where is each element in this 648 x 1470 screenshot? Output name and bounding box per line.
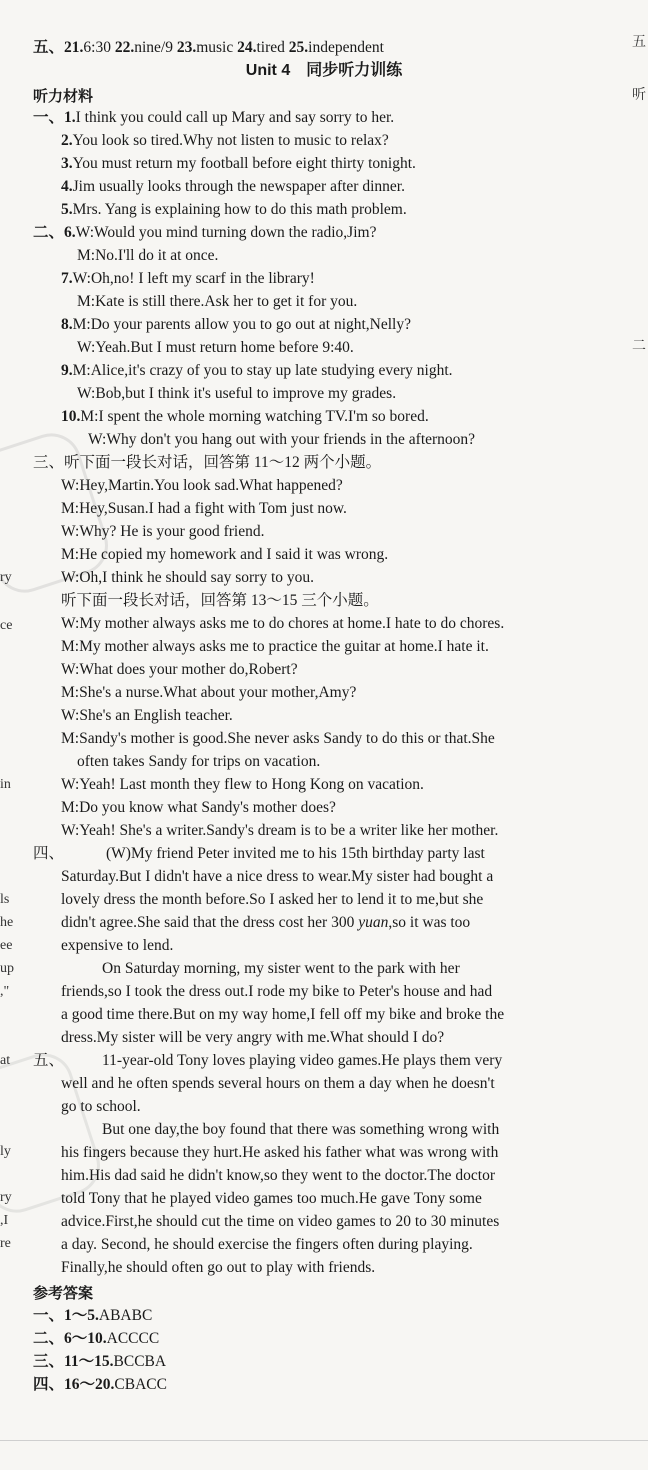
passage-line: 11-year-old Tony loves playing video games.He plays them very: [102, 1052, 503, 1069]
answer-key-line: 四、16～20.CBACC: [33, 1376, 167, 1393]
passage-line: dress.My sister will be very angry with me.What should I do?: [61, 1029, 445, 1046]
section-intro: 三、听下面一段长对话，回答第 11～12 两个小题。: [33, 454, 382, 471]
edge-fragment: ,": [0, 984, 10, 999]
dialog-line: W:What does your mother do,Robert?: [61, 661, 298, 678]
edge-fragment: at: [0, 1053, 11, 1068]
dialog-line: M:He copied my homework and I said it was wrong.: [61, 546, 389, 563]
materials-heading: 听力材料: [33, 87, 94, 105]
edge-fragment: 五: [632, 35, 646, 50]
question-line: 一、1.I think you could call up Mary and say sorry to her.: [33, 109, 395, 126]
page-bottom-rule: [0, 1440, 648, 1441]
edge-fragment: in: [0, 777, 11, 792]
answer-text: music: [196, 39, 238, 56]
answer-text: independent: [308, 39, 384, 56]
edge-fragment: ry: [0, 570, 12, 585]
question-line: 2.You look so tired.Why not listen to music to relax?: [61, 132, 389, 149]
question-line: 3.You must return my football before eight thirty tonight.: [61, 155, 416, 172]
dialog-line: M:No.I'll do it at once.: [77, 247, 219, 264]
answer-text: nine/9: [134, 39, 177, 56]
question-line: 4.Jim usually looks through the newspaper after dinner.: [61, 178, 405, 195]
dialog-line: 8.M:Do your parents allow you to go out at night,Nelly?: [61, 316, 411, 333]
passage-line: his fingers because they hurt.He asked his father what was wrong with: [61, 1144, 499, 1161]
answer-key-line: 一、1～5.ABABC: [33, 1307, 153, 1324]
dialog-line: W:Bob,but I think it's useful to improve my grades.: [77, 385, 397, 402]
dialog-line: W:She's an English teacher.: [61, 707, 233, 724]
answer-num: 23.: [176, 39, 197, 56]
section-intro: 听下面一段长对话，回答第 13～15 三个小题。: [61, 592, 379, 609]
edge-fragment: ,I: [0, 1213, 9, 1228]
dialog-line: W:Oh,I think he should say sorry to you.: [61, 569, 314, 586]
answer-text: 6:30: [83, 39, 115, 56]
dialog-line: M:Do you know what Sandy's mother does?: [61, 799, 336, 816]
passage-line: a good time there.But on my way home,I fell off my bike and broke the: [61, 1006, 505, 1023]
passage-line: didn't agree.She said that the dress cost her 300 yuan,so it was too: [61, 914, 471, 931]
edge-fragment: 听: [632, 88, 646, 103]
dialog-line: M:Hey,Susan.I had a fight with Tom just now.: [61, 500, 347, 517]
dialog-line: W:Yeah! Last month they flew to Hong Kong on vacation.: [61, 776, 424, 793]
unit-title: Unit 4 同步听力训练: [245, 62, 403, 79]
dialog-line: W:Yeah! She's a writer.Sandy's dream is to be a writer like her mother.: [61, 822, 499, 839]
dialog-line: M:She's a nurse.What about your mother,Amy?: [61, 684, 357, 701]
edge-fragment: he: [0, 915, 14, 930]
answer-num: 五、21.: [33, 39, 84, 56]
edge-fragment: re: [0, 1236, 11, 1251]
passage-line: advice.First,he should cut the time on video games to 20 to 30 minutes: [61, 1213, 500, 1230]
dialog-line: often takes Sandy for trips on vacation.: [77, 753, 321, 770]
answer-num: 22.: [114, 39, 135, 56]
passage-line: a day. Second, he should exercise the fingers often during playing.: [61, 1236, 473, 1253]
dialog-line: W:Yeah.But I must return home before 9:40.: [77, 339, 354, 356]
answers-heading: 参考答案: [33, 1284, 94, 1302]
dialog-line: 10.M:I spent the whole morning watching TV.I'm so bored.: [61, 408, 429, 425]
passage-line: (W)My friend Peter invited me to his 15th birthday party last: [106, 845, 485, 862]
answer-key-line: 三、11～15.BCCBA: [33, 1353, 167, 1370]
passage-line: lovely dress the month before.So I asked her to lend it to me,but she: [61, 891, 484, 908]
dialog-line: W:Hey,Martin.You look sad.What happened?: [61, 477, 343, 494]
edge-fragment: ls: [0, 892, 10, 907]
dialog-line: 二、6.W:Would you mind turning down the radio,Jim?: [33, 224, 377, 241]
passage-line: go to school.: [61, 1098, 141, 1115]
answer-num: 25.: [288, 39, 309, 56]
passage-line: Finally,he should often go out to play with friends.: [61, 1259, 376, 1276]
dialog-line: 7.W:Oh,no! I left my scarf in the library!: [61, 270, 315, 287]
passage-line: Saturday.But I didn't have a nice dress to wear.My sister had bought a: [61, 868, 494, 885]
passage-line: him.His dad said he didn't know,so they went to the doctor.The doctor: [61, 1167, 495, 1184]
edge-fragment: ce: [0, 618, 13, 633]
top-answer-line: [33, 38, 384, 58]
dialog-line: W:Why? He is your good friend.: [61, 523, 265, 540]
dialog-line: M:My mother always asks me to practice the guitar at home.I hate it.: [61, 638, 489, 655]
passage-line: On Saturday morning, my sister went to the park with her: [102, 960, 460, 977]
passage-line: expensive to lend.: [61, 937, 174, 954]
dialog-line: M:Kate is still there.Ask her to get it for you.: [77, 293, 358, 310]
question-line: 5.Mrs. Yang is explaining how to do this math problem.: [61, 201, 407, 218]
answer-key-line: 二、6～10.ACCCC: [33, 1330, 160, 1347]
edge-fragment: ly: [0, 1144, 11, 1159]
passage-line: told Tony that he played video games too much.He gave Tony some: [61, 1190, 482, 1207]
dialog-line: 9.M:Alice,it's crazy of you to stay up late studying every night.: [61, 362, 453, 379]
section-label: 四、: [33, 845, 65, 862]
edge-fragment: ry: [0, 1190, 12, 1205]
answer-text: tired: [256, 39, 289, 56]
edge-fragment: ee: [0, 938, 13, 953]
passage-line: friends,so I took the dress out.I rode my bike to Peter's house and had: [61, 983, 493, 1000]
edge-fragment: 二: [632, 339, 646, 354]
passage-line: well and he often spends several hours on them a day when he doesn't: [61, 1075, 495, 1092]
dialog-line: W:Why don't you hang out with your friends in the afternoon?: [88, 431, 476, 448]
edge-fragment: up: [0, 961, 14, 976]
dialog-line: W:My mother always asks me to do chores at home.I hate to do chores.: [61, 615, 505, 632]
dialog-line: M:Sandy's mother is good.She never asks Sandy to do this or that.She: [61, 730, 495, 747]
answer-num: 24.: [237, 39, 257, 56]
passage-line: But one day,the boy found that there was something wrong with: [102, 1121, 500, 1138]
section-label: 五、: [33, 1052, 65, 1069]
